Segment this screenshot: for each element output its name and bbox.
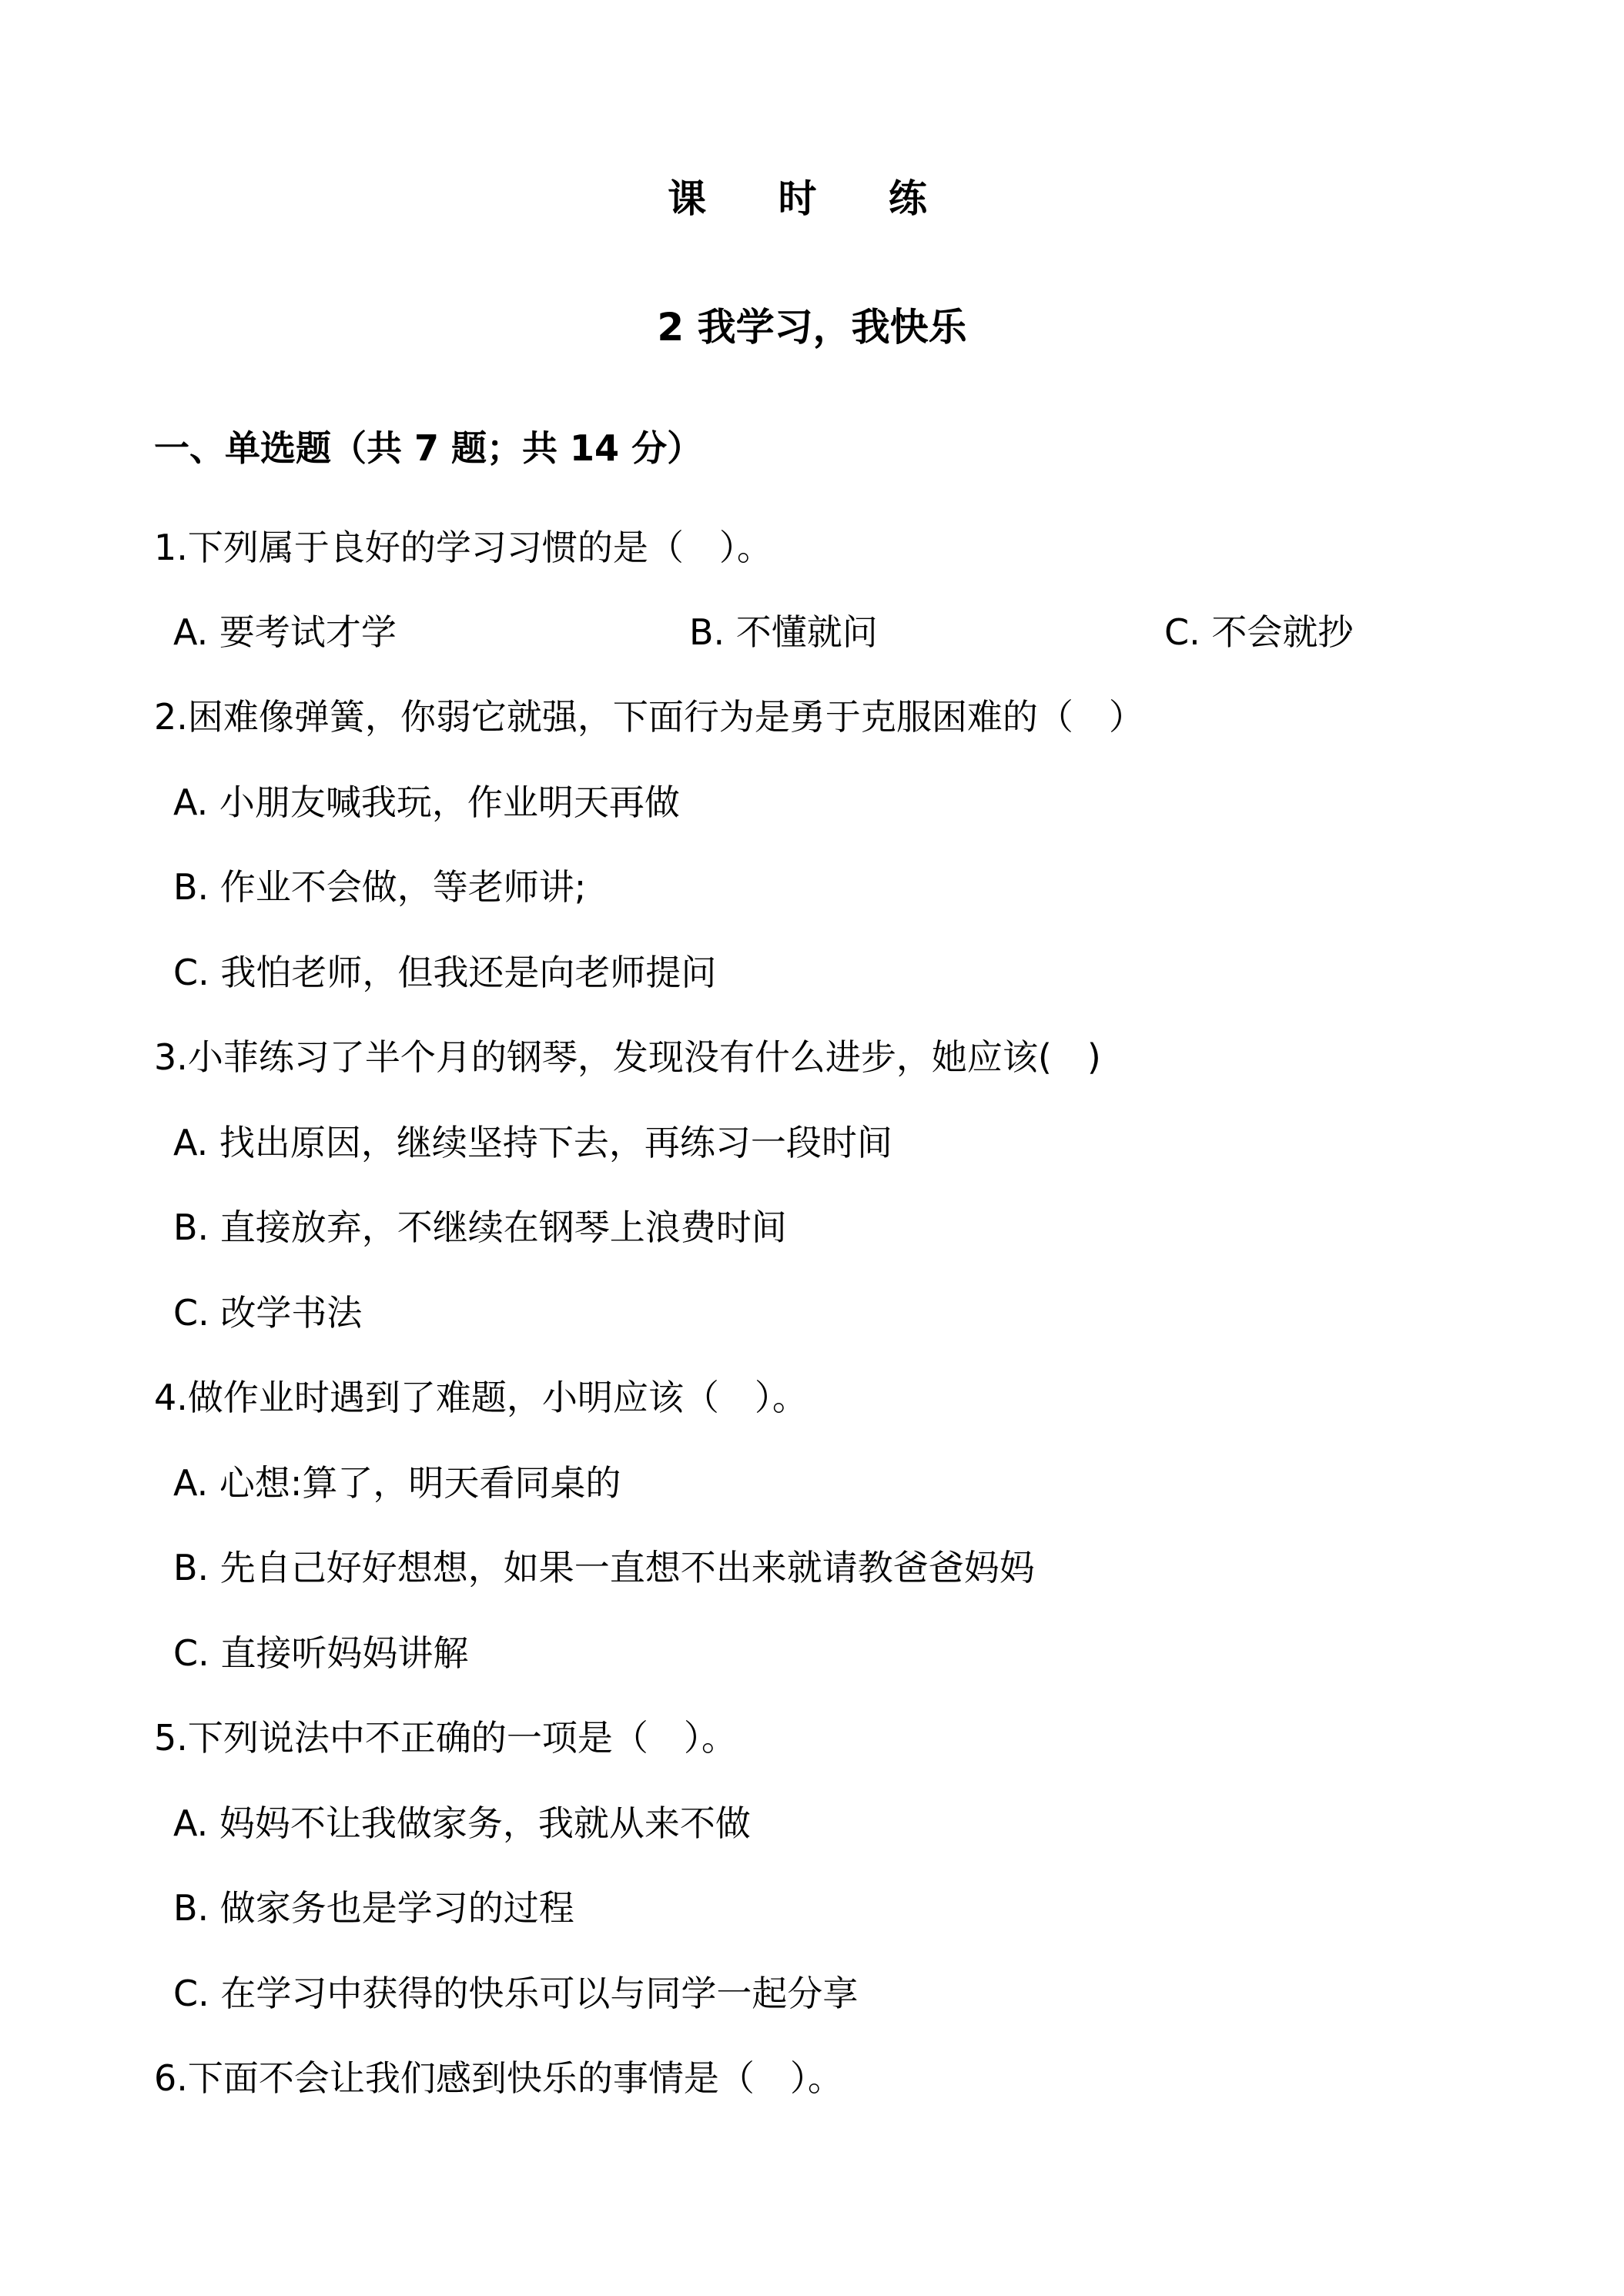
question-1-option-b[interactable]: B. 不懂就问 xyxy=(689,611,878,653)
question-2-option-a[interactable]: A. 小朋友喊我玩，作业明天再做 xyxy=(173,782,680,823)
question-5-option-b[interactable]: B. 做家务也是学习的过程 xyxy=(173,1887,574,1929)
question-4-option-b[interactable]: B. 先自己好好想想，如果一直想不出来就请教爸爸妈妈 xyxy=(173,1547,1035,1588)
lesson-subtitle: 2 我学习，我快乐 xyxy=(657,305,967,350)
question-3-option-c[interactable]: C. 改学书法 xyxy=(173,1292,363,1334)
question-5-stem: 5.下列说法中不正确的一项是（ ）。 xyxy=(154,1717,737,1759)
question-5-option-a[interactable]: A. 妈妈不让我做家务，我就从来不做 xyxy=(173,1802,751,1844)
page-title: 课 时 练 xyxy=(668,176,956,221)
question-2-option-b[interactable]: B. 作业不会做，等老师讲; xyxy=(173,866,587,908)
question-1-option-c[interactable]: C. 不会就抄 xyxy=(1164,611,1354,653)
question-4-stem: 4.做作业时遇到了难题，小明应该（ ）。 xyxy=(154,1377,808,1418)
question-3-option-a[interactable]: A. 找出原因，继续坚持下去，再练习一段时间 xyxy=(173,1122,892,1163)
question-2-stem: 2.困难像弹簧，你弱它就强，下面行为是勇于克服困难的（ ） xyxy=(154,696,1144,738)
section-heading: 一、单选题（共 7 题；共 14 分） xyxy=(154,427,703,469)
question-3-option-b[interactable]: B. 直接放弃，不继续在钢琴上浪费时间 xyxy=(173,1207,787,1248)
question-2-option-c[interactable]: C. 我怕老师，但我还是向老师提问 xyxy=(173,952,717,993)
question-1-stem: 1.下列属于良好的学习习惯的是（ ）。 xyxy=(154,527,772,568)
question-1-option-a[interactable]: A. 要考试才学 xyxy=(173,611,397,653)
question-4-option-a[interactable]: A. 心想:算了，明天看同桌的 xyxy=(173,1462,621,1504)
question-6-stem: 6.下面不会让我们感到快乐的事情是（ ）。 xyxy=(154,2057,843,2099)
question-4-option-c[interactable]: C. 直接听妈妈讲解 xyxy=(173,1632,469,1674)
question-5-option-c[interactable]: C. 在学习中获得的快乐可以与同学一起分享 xyxy=(173,1973,859,2014)
question-3-stem: 3.小菲练习了半个月的钢琴，发现没有什么进步，她应该( ) xyxy=(154,1036,1101,1078)
